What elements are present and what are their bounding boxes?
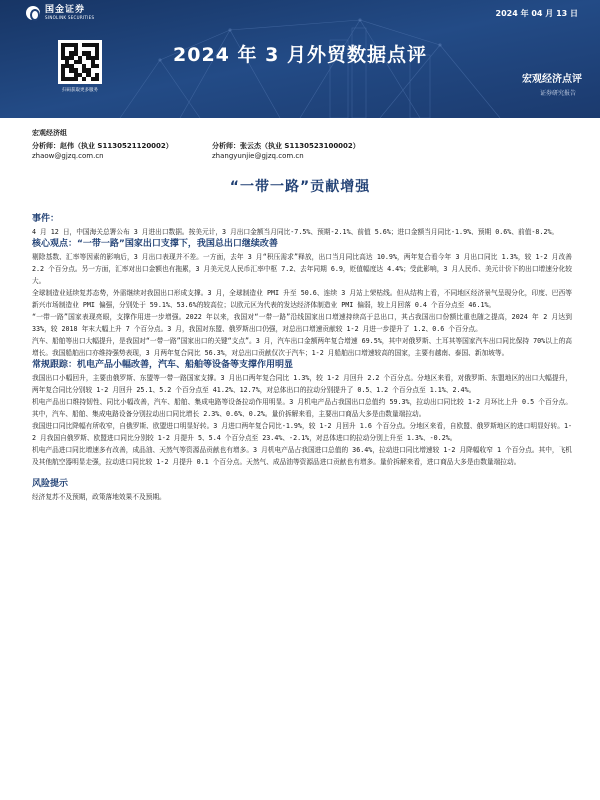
analyst-block	[32, 128, 572, 161]
report-date: 2024 年 04 月 13 日	[495, 9, 578, 18]
core-paragraph-1: 剔除基数、汇率等因素的影响后，3 月出口表现并不差。一方面，去年 3 月“积压需求”释放，出口当月同比高达 10.9%，两年复合看今年 3 月出口同比 1.3%，较 1-2 月改善 2.2 个百分点。另一方面，汇率对出口金额也有拖累，3 月美元兑人民币汇率中枢 7.2、去年同期 6.9，贬值幅度达 4.4%；受此影响，3 月人民币、美元计价下的出口增速分化较大。	[32, 253, 572, 285]
report-headline: “一带一路”贡献增强	[229, 179, 371, 195]
section-heading-core: 核心观点：“一带一路”国家出口支撑下，我国总出口继续改善	[32, 239, 278, 249]
analyst-name: 分析师：赵伟（执业 S1130521120002）	[32, 142, 173, 150]
report-title: 2024 年 3 月外贸数据点评	[173, 44, 427, 66]
core-paragraph-4: 汽车、船舶等出口大幅提升，是我国对“一带一路”国家出口的关键“支点”。3 月，汽车出口金额两年复合增速 69.5%，其中对俄罗斯、土耳其等国家汽车出口同比保持 70%以上的高增长。我国船舶出口亦维持强势表现，3 月两年复合同比 56.3%，对总出口贡献仅次于汽车；1-2 月船舶出口增速较高的国家，主要有越南、泰国、新加坡等。	[32, 337, 572, 357]
tracking-paragraph-2: 机电产品出口维持韧性、同比小幅改善，汽车、船舶、集成电路等设备拉动作用明显。3 月机电产品占我国出口总值约 59.3%，拉动出口同比较 1-2 月环比上升 0.5 个百分点。其中，汽车、船舶、集成电路设备分别拉动出口同比增长 2.3%、0.6%、0.2%。量价拆解来看，主要出口商品大多是由数量端拉动。	[32, 398, 572, 418]
company-logo	[26, 5, 94, 20]
qr-caption: 扫码获取更多服务	[62, 88, 98, 93]
tracking-paragraph-1: 我国出口小幅回升，主要由俄罗斯、东盟等一带一路国家支撑。3 月出口两年复合同比 1.3%，较 1-2 月回升 2.2 个百分点。分地区来看，对俄罗斯、东盟地区的出口大幅提升，两年复合同比分别较 1-2 月回升 25.1、5.2 个百分点至 41.2%、12.7%，对总体出口的拉动分别提升了 0.5、1.2 个百分点至 1.1%、2.4%。	[32, 374, 572, 394]
section-heading-tracking: 常规跟踪：机电产品小幅改善，汽车、船舶等设备等支撑作用明显	[32, 360, 294, 370]
core-paragraph-3: “一带一路”国家表现亮眼，支撑作用进一步增强。2022 年以来，我国对“一带一路”沿线国家出口增速持续高于总出口，其占我国出口份额比重也随之提高，2024 年 2 月达到 33%，较 2018 年末大幅上升 7 个百分点。3 月，我国对东盟、俄罗斯出口仍强，对总出口增速贡献较 1-2 月进一步提升了 1.2、0.6 个百分点。	[32, 313, 572, 333]
qr-code[interactable]	[58, 40, 102, 84]
analyst-email[interactable]: zhangyunjie@gjzq.com.cn	[212, 152, 304, 160]
analyst-1	[32, 141, 212, 161]
qr-code-icon	[61, 43, 99, 81]
risk-paragraph: 经济复苏不及预期，政策落地效果不及预期。	[32, 493, 166, 501]
logo-name-cn: 国金证券	[45, 5, 86, 15]
section-heading-event: 事件：	[32, 214, 60, 224]
logo-mark-icon	[26, 6, 40, 20]
report-body	[32, 213, 572, 503]
logo-name-en: SINOLINK SECURITIES	[45, 15, 95, 20]
core-paragraph-2: 全球制造业延续复苏态势，外需继续对我国出口形成支撑。3 月，全球制造业 PMI 升至 50.6、连续 3 月站上荣枯线。但从结构上看，不同地区经济景气呈现分化，印度、巴西等新兴市场制造业 PMI 偏强，分别处于 59.1%、53.6%的较高位；以欧元区为代表的发达经济体制造业 PMI 偏弱，较上月回落 0.4 个百分点至 46.1%。	[32, 289, 572, 309]
analyst-2	[212, 141, 392, 161]
report-banner	[0, 0, 600, 118]
report-subcategory: 证券研究报告	[539, 90, 576, 97]
tracking-paragraph-4: 机电产品进口同比增速多有改善，成品油、天然气等资源品贡献也有增多。3 月机电产品占我国进口总值的 36.4%，拉动进口同比增速较 1-2 月降幅收窄 1 个百分点。其中，飞机及其他航空器明显走强，拉动进口同比较 1-2 月提升 0.1 个百分点。天然气、成品油等资源品进口贡献也有增多。量价拆解来看，进口商品大多是由数量端拉动。	[32, 446, 572, 466]
team-name: 宏观经济组	[32, 129, 67, 137]
section-heading-risk: 风险提示	[32, 479, 69, 489]
tracking-paragraph-3: 我国进口同比降幅有所收窄，自俄罗斯、欧盟进口明显好转。3 月进口两年复合同比-1.9%，较 1-2 月回升 1.6 个百分点。分地区来看，自欧盟、俄罗斯地区的进口明显好转。1-2 月我国自俄罗斯、欧盟进口同比分别较 1-2 月提升 5、5.4 个百分点至 23.4%、-2.1%，对总体进口的拉动分别上升至 1.3%、-0.2%。	[32, 422, 572, 442]
event-paragraph: 4 月 12 日，中国海关总署公布 3 月进出口数据。按美元计，3 月出口金额当月同比-7.5%、预期-2.1%、前值 5.6%；进口金额当月同比-1.9%、预期 0.6%、前值-8.2%。	[32, 228, 559, 236]
analyst-email[interactable]: zhaow@gjzq.com.cn	[32, 152, 104, 160]
report-category: 宏观经济点评	[522, 74, 582, 85]
analyst-name: 分析师：张云杰（执业 S1130523100002）	[212, 142, 360, 150]
